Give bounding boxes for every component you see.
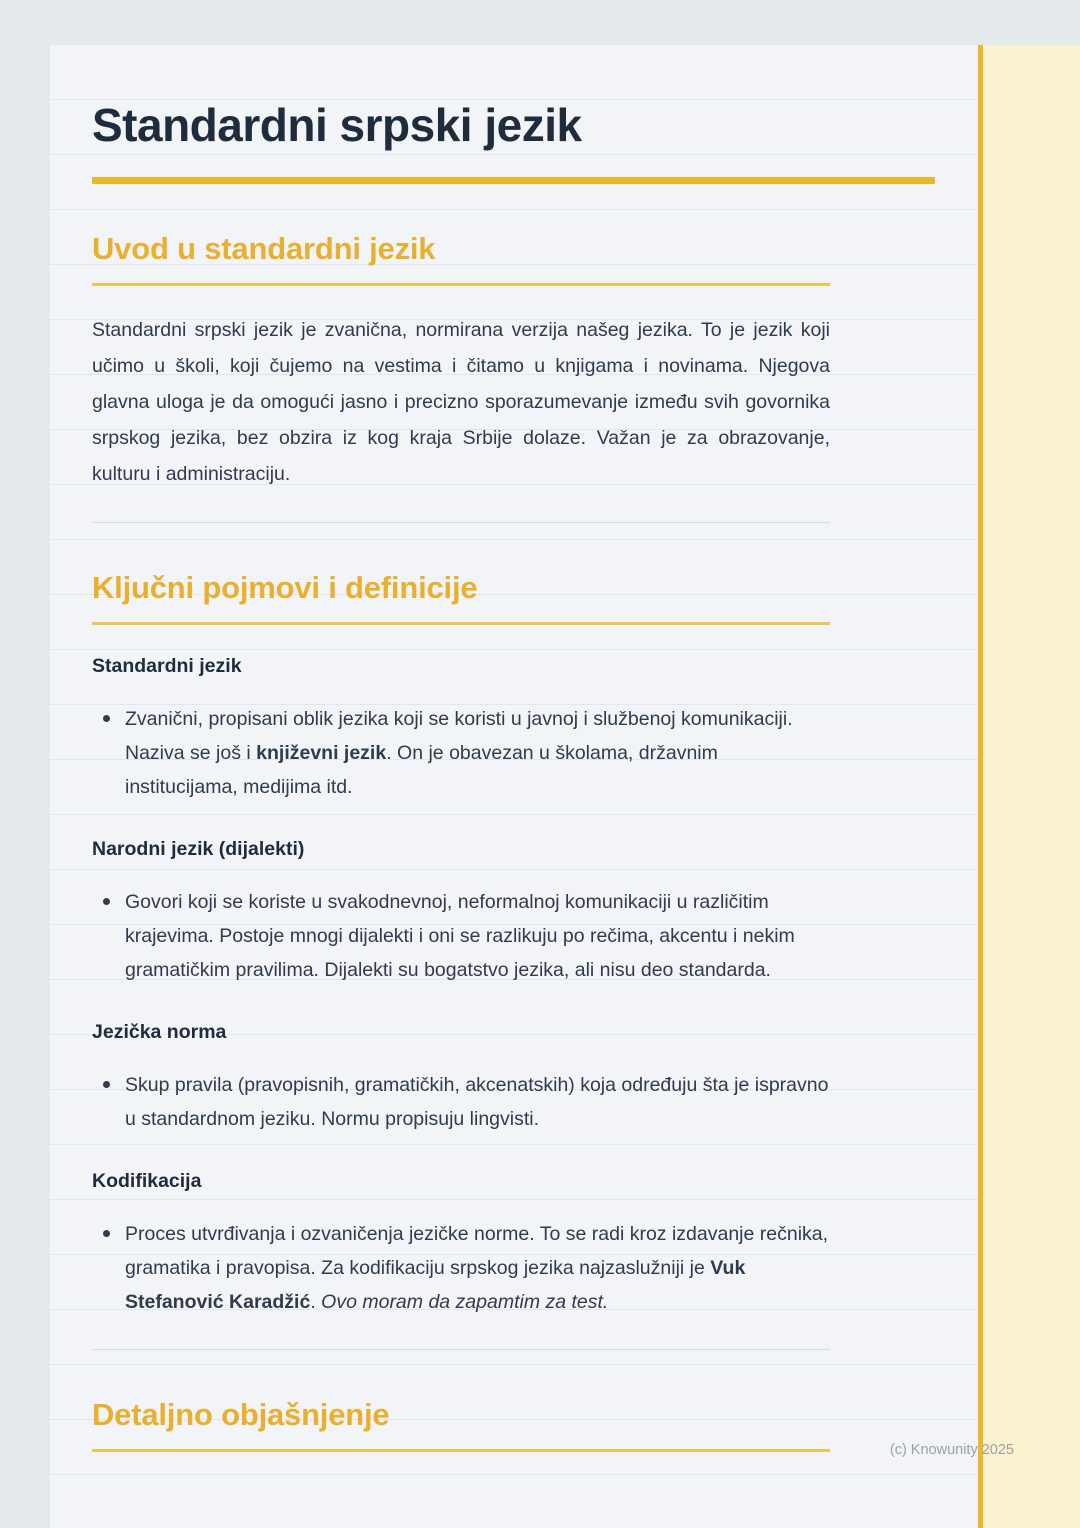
section-intro (92, 230, 935, 492)
definition-text: . On je obavezan u školama, državnim institucijama, medijima itd. (125, 742, 718, 798)
key-concepts-heading-rule (92, 622, 830, 625)
right-margin-strip (978, 45, 1080, 1528)
intro-heading: Uvod u standardni jezik (92, 231, 436, 266)
definition-text: Govori koji se koriste u svakodnevnoj, neformalnoj komunikaciji u različitim krajevima. Postoje mnogi dijalekti i oni se razlikuju po rečima, akcentu i nekim gramatičkim pravilima. Dijalekti su bogatstvo jezika, ali nisu deo standarda. (125, 891, 795, 981)
document-title: Standardni srpski jezik (92, 99, 582, 151)
intro-paragraph: Standardni srpski jezik je zvanična, normirana verzija našeg jezika. To je jezik koji učimo u školi, koji čujemo na vestima i čitamo u knjigama i novinama. Njegova glavna uloga je da omogući jasno i precizno sporazumevanje između svih govornika srpskog jezika, bez obzira iz kog kraja Srbije dolaze. Važan je za obrazovanje, kulturu i administraciju. (92, 319, 830, 485)
term-definition-item (92, 1217, 830, 1319)
term-definition-item (92, 885, 830, 987)
term-heading-standardni-jezik: Standardni jezik (92, 655, 242, 677)
definition-text: Skup pravila (pravopisnih, gramatičkih, akcenatskih) koja određuju šta je ispravno u standardnom jeziku. Normu propisuju lingvisti. (125, 1074, 829, 1130)
term-heading-narodni-jezik: Narodni jezik (dijalekti) (92, 838, 305, 860)
definition-text: Proces utvrđivanja i ozvaničenja jezičke norme. To se radi kroz izdavanje rečnika, gramatika i pravopisa. Za kodifikaciju srpskog jezika najzaslužniji je (125, 1223, 829, 1279)
key-concepts-heading: Ključni pojmovi i definicije (92, 570, 478, 605)
term-definition-item (92, 702, 830, 804)
intro-heading-rule (92, 283, 830, 286)
document-content (92, 45, 935, 1452)
section-divider (92, 522, 830, 523)
definition-note-text: Ovo moram da zapamtim za test. (321, 1291, 609, 1313)
definition-bold-text: Vuk Stefanović Karadžić (125, 1257, 746, 1313)
section-detailed (92, 1396, 935, 1452)
term-definition-list (92, 885, 830, 987)
detailed-heading: Detaljno objašnjenje (92, 1397, 390, 1432)
copyright-notice: (c) Knowunity 2025 (889, 1442, 1014, 1458)
term-definition-item (92, 1068, 830, 1136)
detailed-heading-rule (92, 1449, 830, 1452)
term-definition-list (92, 702, 830, 804)
section-divider (92, 1349, 830, 1350)
term-heading-kodifikacija: Kodifikacija (92, 1170, 202, 1192)
term-definition-list (92, 1068, 830, 1136)
document-paper (50, 45, 1080, 1528)
term-heading-jezicka-norma: Jezička norma (92, 1021, 227, 1043)
definition-bold-text: književni jezik (256, 742, 387, 764)
definition-text: Zvanični, propisani oblik jezika koji se koristi u javnoj i službenoj komunikaciji. Naziva se još i (125, 708, 793, 764)
definition-text: . (310, 1291, 322, 1313)
section-key-concepts (92, 569, 935, 1319)
term-definition-list (92, 1217, 830, 1319)
title-underline-rule (92, 177, 935, 184)
